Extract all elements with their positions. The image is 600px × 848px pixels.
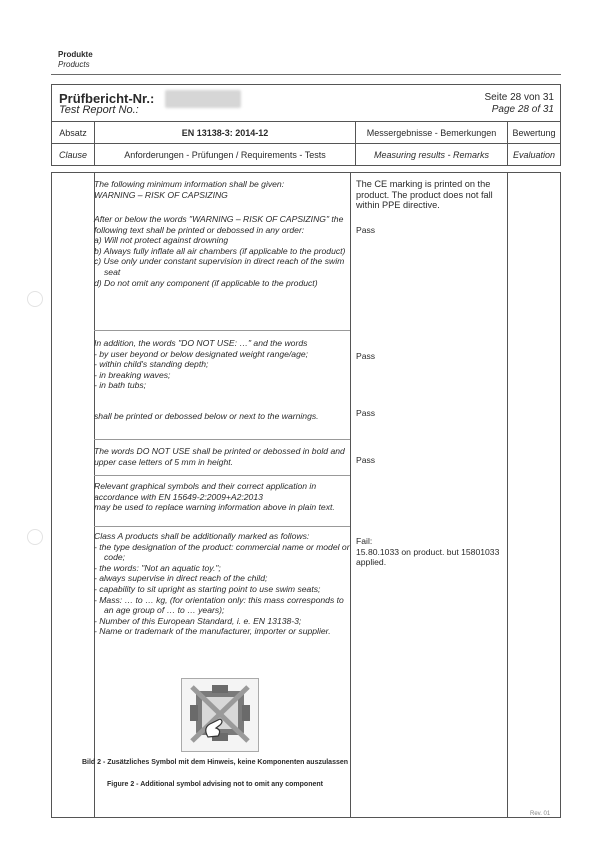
requirement-text: Class A products shall be additionally marked as follows: <box>94 531 310 541</box>
row-separator <box>94 526 350 527</box>
requirement-list-item: - Number of this European Standard, i. e. EN 13138-3; <box>94 615 302 626</box>
row-separator <box>94 439 350 440</box>
requirement-list-item: - the words: "Not an aquatic toy."; <box>94 562 221 573</box>
requirement-list-item: - in breaking waves; <box>94 369 171 380</box>
row-separator <box>94 330 350 331</box>
requirement-list-item: - within child's standing depth; <box>94 359 209 370</box>
requirement-row-5 <box>94 446 350 467</box>
column-results-de: Messergebnisse - Bemerkungen <box>366 127 497 138</box>
requirement-text: The words DO NOT USE shall be printed or debossed in bold and upper case letters of 5 mm in height. <box>94 446 345 467</box>
result-row-4: Pass <box>356 408 376 418</box>
body-column-divider-2 <box>350 173 351 817</box>
requirement-list-item: c) Use only under constant supervision in direct reach of the swim seat <box>94 256 345 277</box>
report-number-label-en: Test Report No.: <box>59 104 139 116</box>
figure-caption-de: Bild 2 - Zusätzliches Symbol mit dem Hinweis, keine Komponenten auszulassen <box>81 759 349 766</box>
figure-caption-en: Figure 2 - Additional symbol advising not to omit any component <box>107 781 323 788</box>
requirement-list-item: - by user beyond or below designated weight range/age; <box>94 348 309 359</box>
requirement-list-item: b) Always fully inflate all air chambers (if applicable to the product) <box>94 245 346 256</box>
page-number-de: Seite 28 von 31 <box>484 92 554 103</box>
requirement-list-item: - capability to sit upright as starting point to use swim seats; <box>94 583 321 594</box>
column-evaluation-en: Evaluation <box>512 149 556 160</box>
requirement-row-7 <box>94 531 350 637</box>
punch-hole-mark <box>27 291 43 307</box>
requirement-row-2 <box>94 214 350 288</box>
result-row-3: Pass <box>356 351 376 361</box>
requirement-list-item: - Name or trademark of the manufacturer, importer or supplier. <box>94 626 331 637</box>
requirement-text: After or below the words "WARNING – RISK OF CAPSIZING" the following text shall be printed or debossed in any order: <box>94 214 344 235</box>
result-row-2: Pass <box>356 225 376 235</box>
page-number-en: Page 28 of 31 <box>491 104 554 115</box>
result-row-5: Pass <box>356 455 376 465</box>
requirement-row-3 <box>94 338 350 391</box>
header-products-de: Produkte <box>58 50 93 59</box>
result-status: Fail: <box>356 536 373 546</box>
requirement-text: The following minimum information shall be given: <box>94 179 285 189</box>
report-header-box <box>51 84 561 166</box>
requirement-row-4 <box>94 411 350 422</box>
punch-hole-mark <box>27 529 43 545</box>
column-requirements: Anforderungen - Prüfungen / Requirements - Tests <box>124 149 326 160</box>
requirement-text: may be used to replace warning information above in plain text. <box>94 502 335 513</box>
report-number-label-de: Prüfbericht-Nr.: <box>59 91 155 106</box>
requirement-text: shall be printed or debossed below or next to the warnings. <box>94 411 319 421</box>
requirement-list-item: - Mass: … to … kg, (for orientation only: this mass corresponds to an age group of … to … years); <box>94 594 344 616</box>
column-standard: EN 13138-3: 2014-12 <box>181 127 269 138</box>
requirement-list-item: - in bath tubs; <box>94 380 147 391</box>
requirement-text: WARNING – RISK OF CAPSIZING <box>94 189 228 200</box>
result-row-1: The CE marking is printed on the product. The product does not fall within PPE directive. <box>356 179 493 211</box>
requirement-text: Relevant graphical symbols and their correct application in accordance with EN 15649-2:2009+A2:2013 <box>94 481 317 502</box>
column-evaluation-de: Bewertung <box>512 127 556 138</box>
requirements-table <box>51 172 561 818</box>
requirement-row-1 <box>94 179 350 200</box>
body-column-divider-3 <box>507 173 508 817</box>
redacted-report-number <box>165 90 241 108</box>
header-products-en: Products <box>58 60 90 69</box>
column-results-en: Measuring results - Remarks <box>373 149 490 160</box>
result-remark: 15.80.1033 on product. but 15801033 applied. <box>356 546 500 568</box>
requirement-list-item: - the type designation of the product: commercial name or model or code; <box>94 541 350 563</box>
header-divider <box>51 74 561 75</box>
row-separator <box>94 475 350 476</box>
column-clause-de: Absatz <box>59 127 87 138</box>
requirement-list-item: a) Will not protect against drowning <box>94 235 229 246</box>
revision-label: Rev. 01 <box>530 811 551 817</box>
requirement-text: In addition, the words "DO NOT USE: …" and the words <box>94 338 308 348</box>
do-not-omit-component-icon <box>181 678 259 752</box>
requirement-list-item: - always supervise in direct reach of the child; <box>94 573 268 584</box>
requirement-list-item: d) Do not omit any component (if applicable to the product) <box>94 277 318 288</box>
requirement-row-6 <box>94 481 350 513</box>
result-row-7 <box>356 536 504 568</box>
column-clause-en: Clause <box>58 149 87 160</box>
